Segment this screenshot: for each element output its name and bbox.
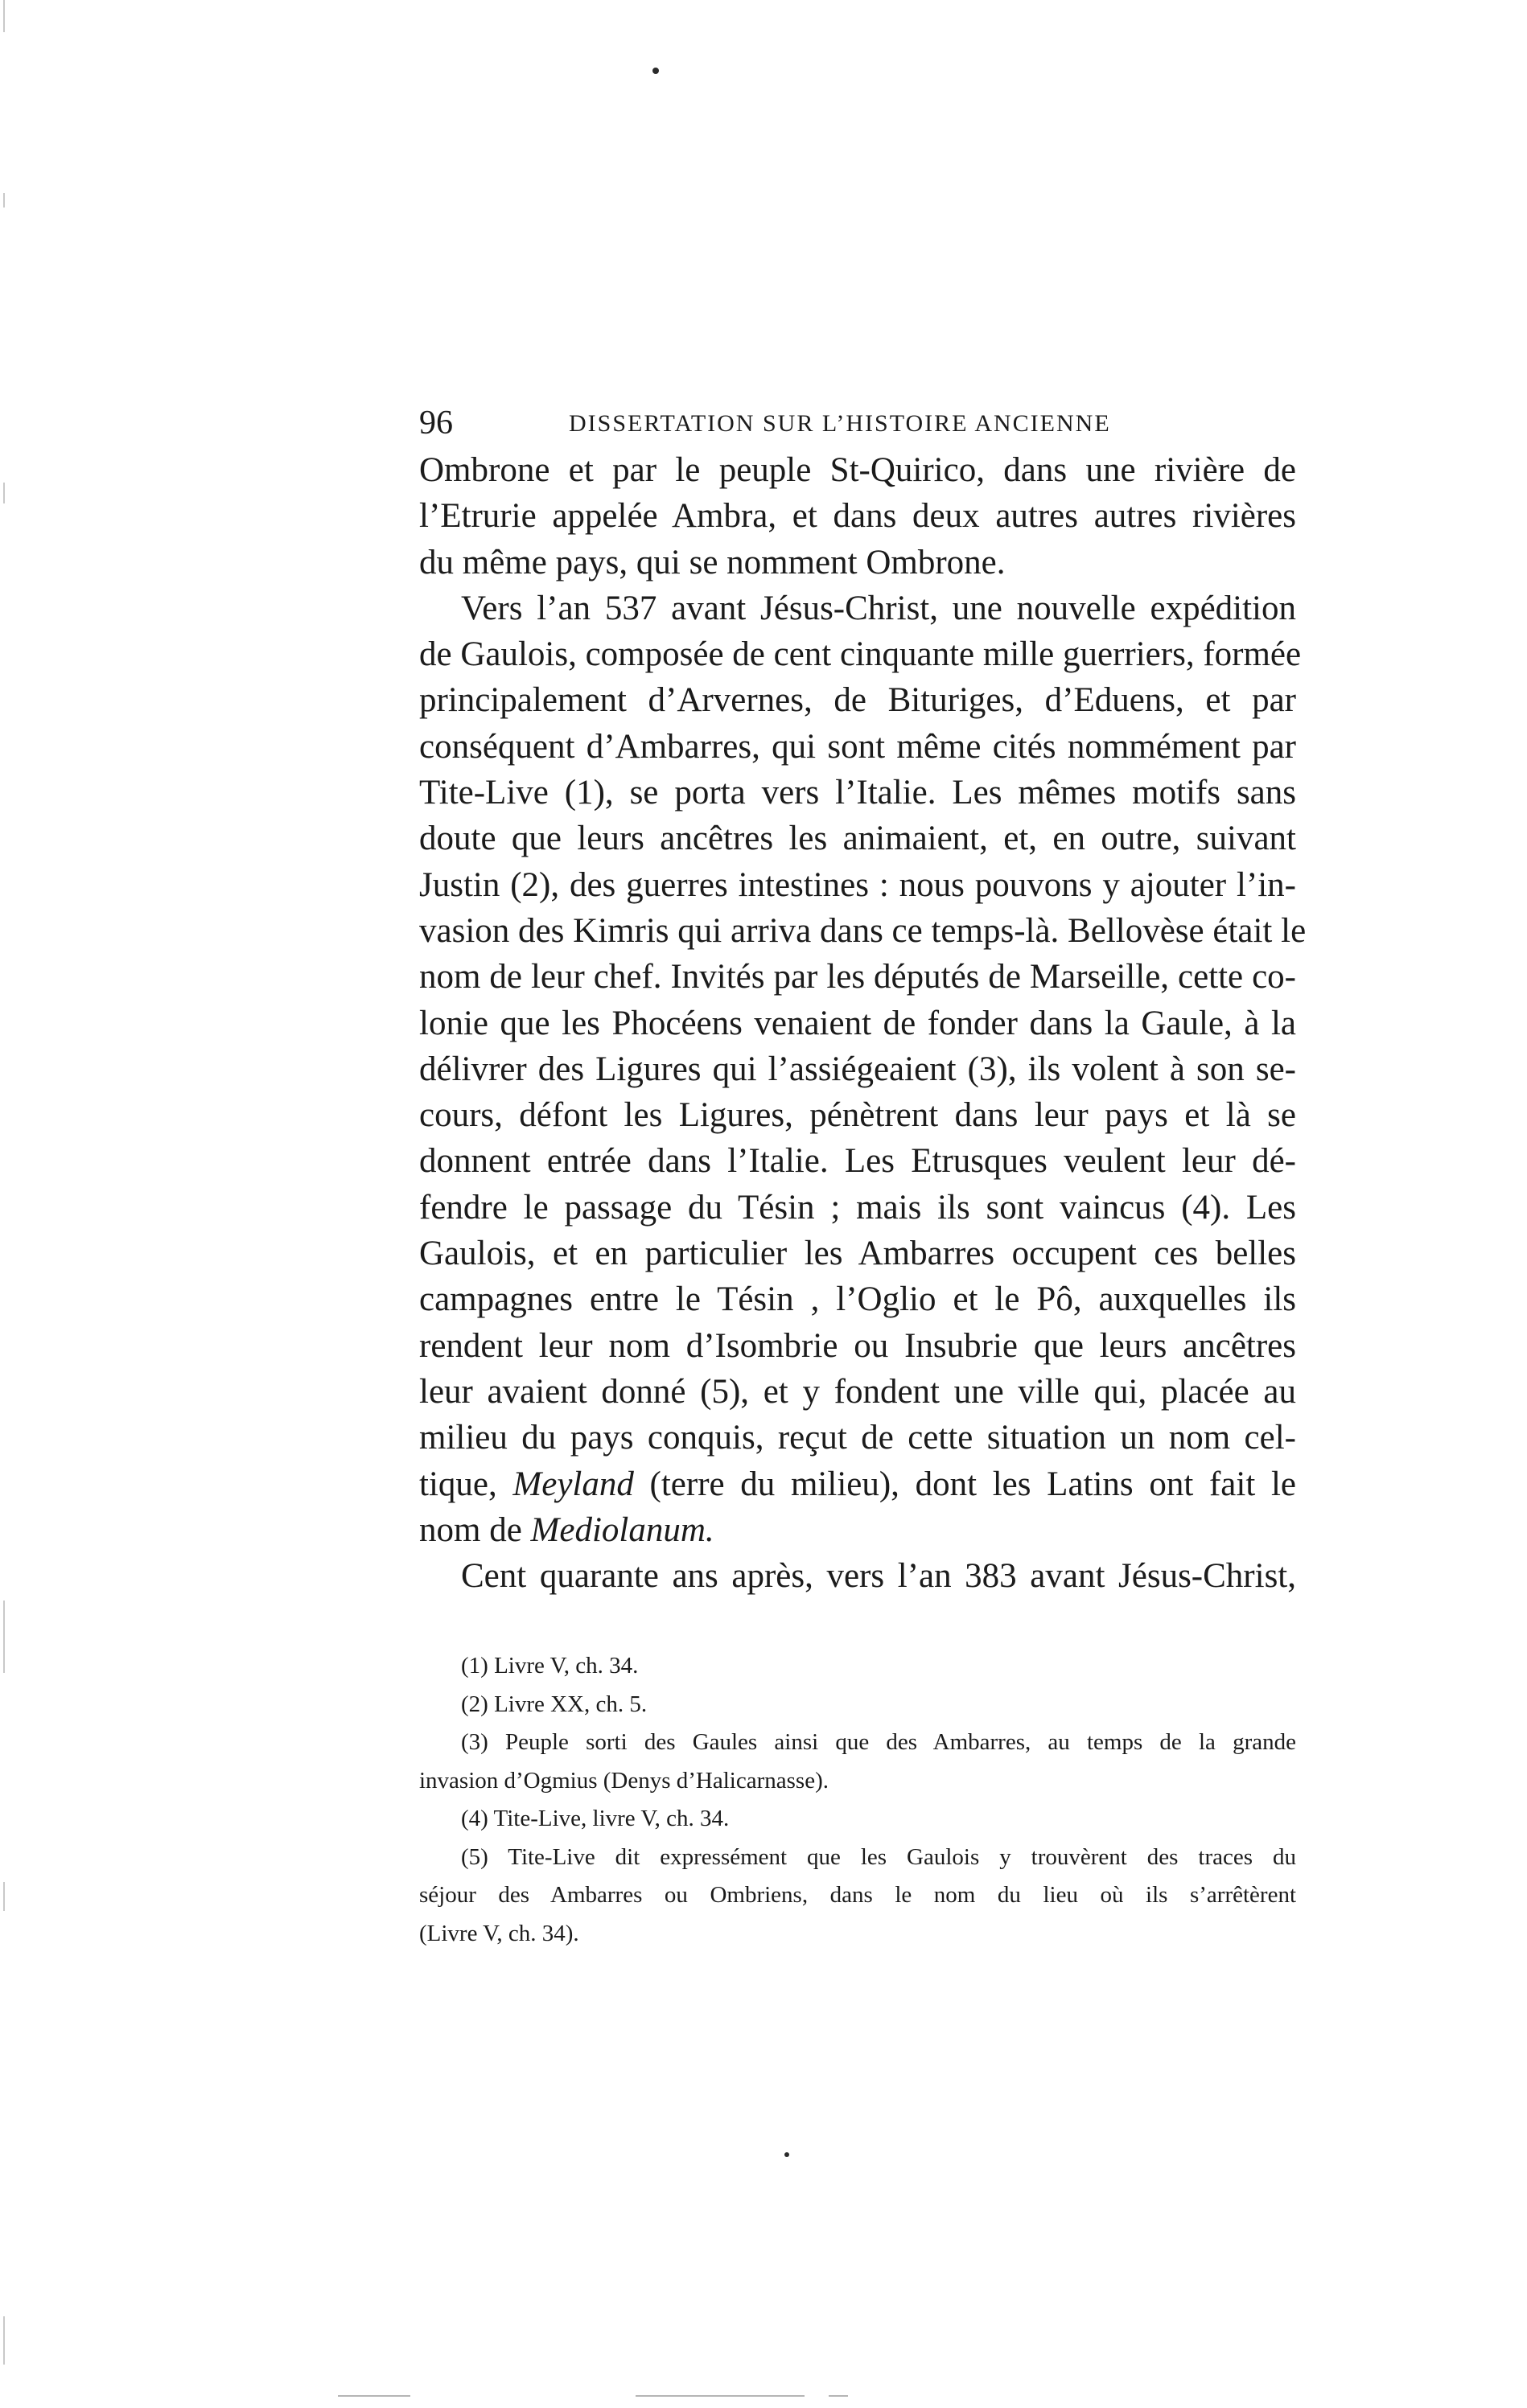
footnote-4: (4) Tite-Live, livre V, ch. 34. bbox=[461, 1806, 730, 1831]
footnote-2: (2) Livre XX, ch. 5. bbox=[461, 1691, 648, 1717]
body-text bbox=[419, 447, 1307, 1599]
text-line: Vers l’an 537 avant Jésus-Christ, une nouvelle expédition bbox=[461, 589, 1296, 627]
text-line: rendent leur nom d’Isombrie ou Insubrie que leurs ancêtres bbox=[419, 1326, 1296, 1365]
footnote-5-continued: (Livre V, ch. 34). bbox=[419, 1920, 579, 1946]
italic-term-mediolanum: Mediolanum. bbox=[530, 1510, 714, 1549]
text-run: tique, bbox=[419, 1465, 513, 1503]
footnote-1: (1) Livre V, ch. 34. bbox=[461, 1653, 639, 1679]
page-header bbox=[419, 399, 1296, 447]
text-line: campagnes entre le Tésin , l’Oglio et le Pô, auxquelles ils bbox=[419, 1280, 1296, 1319]
scan-edge-mark bbox=[3, 193, 5, 208]
text-line: lonie que les Phocéens venaient de fonder dans la Gaule, à la bbox=[419, 1004, 1296, 1042]
text-line: l’Etrurie appelée Ambra, et dans deux autres autres rivières bbox=[419, 497, 1296, 536]
text-line: fendre le passage du Tésin ; mais ils sont vaincus (4). Les bbox=[419, 1188, 1296, 1227]
scan-edge-mark bbox=[3, 0, 5, 32]
text-line: leur avaient donné (5), et y fondent une ville qui, placée au bbox=[419, 1372, 1296, 1411]
text-line: nom de leur chef. Invités par les députés de Marseille, cette co- bbox=[419, 958, 1296, 996]
scan-edge-mark bbox=[3, 1601, 5, 1673]
running-title: DISSERTATION SUR L’HISTOIRE ANCIENNE bbox=[569, 410, 1111, 437]
text-run: nom de bbox=[419, 1510, 531, 1549]
text-line: Ombrone et par le peuple St-Quirico, dans une rivière de bbox=[419, 451, 1296, 489]
scan-dot bbox=[784, 2152, 789, 2157]
text-line: donnent entrée dans l’Italie. Les Etrusques veulent leur dé- bbox=[419, 1142, 1296, 1181]
text-line: doute que leurs ancêtres les animaient, et, en outre, suivant bbox=[419, 820, 1296, 858]
text-line: Justin (2), des guerres intestines : nous pouvons y ajouter l’in- bbox=[419, 865, 1296, 904]
scan-bottom-rule bbox=[338, 2395, 410, 2397]
scan-edge-mark bbox=[3, 2316, 5, 2365]
scan-bottom-rule bbox=[636, 2395, 805, 2397]
footnotes bbox=[419, 1647, 1296, 1953]
text-line: Cent quarante ans après, vers l’an 383 avant Jésus-Christ, bbox=[461, 1557, 1296, 1596]
footnote-5-continued: séjour des Ambarres ou Ombriens, dans le nom du lieu où ils s’arrêtèrent bbox=[419, 1882, 1296, 1908]
footnote-3-continued: invasion d’Ogmius (Denys d’Halicarnasse). bbox=[419, 1767, 829, 1794]
scan-edge-mark bbox=[3, 483, 5, 503]
text-line: conséquent d’Ambarres, qui sont même cités nommément par bbox=[419, 727, 1296, 766]
text-line bbox=[419, 1507, 1296, 1553]
text-run: (terre du milieu), dont les Latins ont fait le bbox=[633, 1465, 1296, 1503]
italic-term-meyland: Meyland bbox=[512, 1465, 634, 1503]
text-line: vasion des Kimris qui arriva dans ce temps-là. Bellovèse était le bbox=[419, 911, 1307, 950]
text-line: milieu du pays conquis, reçut de cette situation un nom cel- bbox=[419, 1419, 1296, 1457]
text-line: de Gaulois, composée de cent cinquante mille guerriers, formée bbox=[419, 635, 1302, 674]
footnote-5: (5) Tite-Live dit expressément que les Gaulois y trouvèrent des traces du bbox=[461, 1843, 1296, 1870]
text-line: du même pays, qui se nomment Ombrone. bbox=[419, 543, 1006, 581]
footnote-3: (3) Peuple sorti des Gaules ainsi que des Ambarres, au temps de la grande bbox=[461, 1729, 1296, 1755]
text-line: cours, défont les Ligures, pénètrent dans leur pays et là se bbox=[419, 1096, 1296, 1135]
page-number: 96 bbox=[419, 405, 453, 442]
scan-bottom-rule bbox=[829, 2395, 848, 2397]
text-line: Gaulois, et en particulier les Ambarres occupent ces belles bbox=[419, 1235, 1296, 1273]
scan-dot bbox=[652, 68, 659, 74]
text-line: délivrer des Ligures qui l’assiégeaient (3), ils volent à son se- bbox=[419, 1050, 1296, 1088]
scan-edge-mark bbox=[3, 1882, 5, 1911]
text-line bbox=[419, 1461, 1296, 1507]
text-line: Tite-Live (1), se porta vers l’Italie. Les mêmes motifs sans bbox=[419, 774, 1296, 812]
text-line: principalement d’Arvernes, de Bituriges, d’Eduens, et par bbox=[419, 681, 1296, 720]
